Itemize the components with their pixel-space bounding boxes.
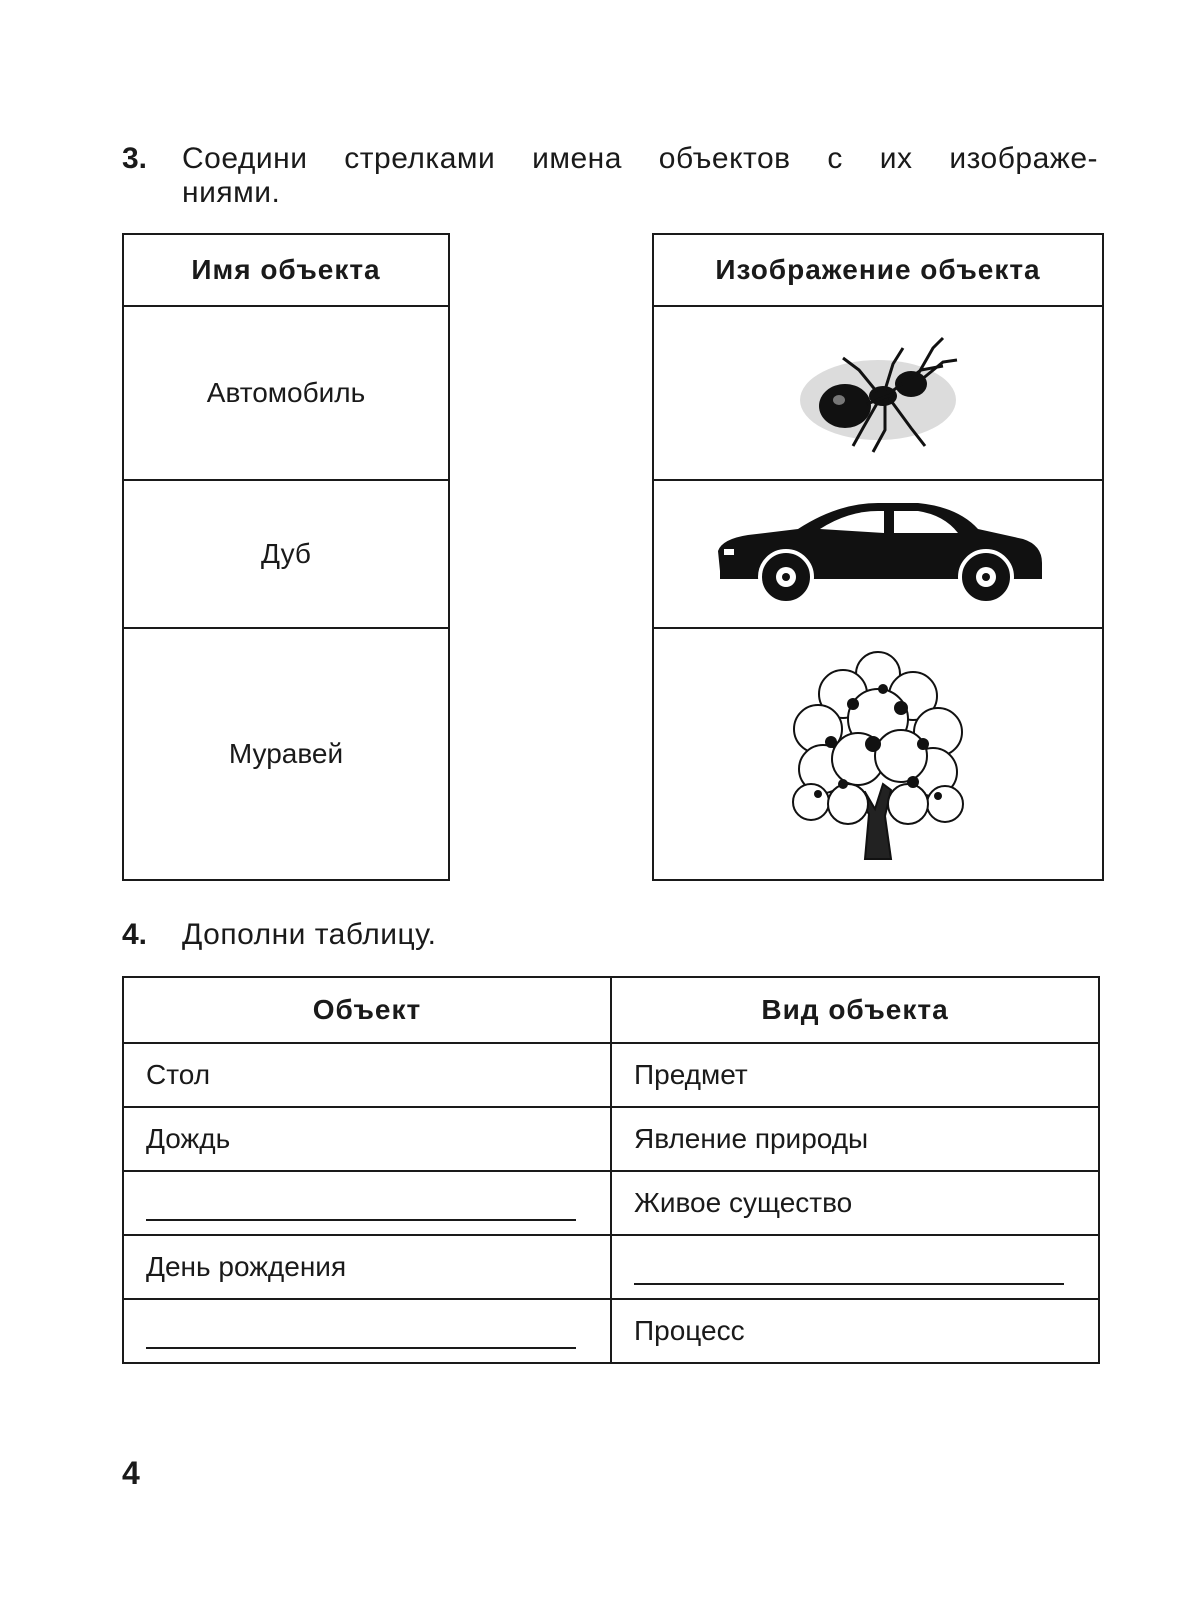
names-table — [122, 233, 450, 881]
answer-line[interactable] — [634, 1263, 1064, 1285]
page-number: 4 — [122, 1455, 140, 1491]
car-icon — [708, 499, 1048, 609]
image-cell-car[interactable] — [654, 481, 1102, 629]
tree-icon — [783, 644, 973, 864]
answer-blank-object-type[interactable] — [611, 1235, 1099, 1299]
table-row — [123, 1107, 1099, 1171]
table-row — [123, 1171, 1099, 1235]
cell-object: Стол — [123, 1043, 611, 1107]
images-table — [652, 233, 1104, 881]
answer-line[interactable] — [146, 1199, 576, 1221]
ant-icon — [793, 328, 963, 458]
table-row — [123, 1043, 1099, 1107]
cell-object-type: Процесс — [611, 1299, 1099, 1363]
image-cell-ant[interactable] — [654, 307, 1102, 481]
table-row — [123, 1299, 1099, 1363]
header-object-type: Вид объекта — [611, 977, 1099, 1043]
images-header: Изображение объекта — [654, 235, 1102, 307]
cell-object: День рождения — [123, 1235, 611, 1299]
answer-line[interactable] — [146, 1327, 576, 1349]
cell-object: Дождь — [123, 1107, 611, 1171]
cell-object-type: Живое существо — [611, 1171, 1099, 1235]
cell-object-type: Предмет — [611, 1043, 1099, 1107]
task4-number: 4. — [122, 918, 148, 951]
name-cell-ant[interactable]: Муравей — [228, 738, 344, 769]
table-row — [123, 1235, 1099, 1299]
cell-object-type: Явление природы — [611, 1107, 1099, 1171]
table-header-row — [123, 977, 1099, 1043]
task3-instruction — [182, 142, 1098, 210]
task3-number: 3. — [122, 142, 148, 175]
classification-table — [122, 976, 1100, 1364]
header-object: Объект — [123, 977, 611, 1043]
name-cell-car[interactable]: Автомобиль — [124, 307, 448, 481]
answer-blank-object[interactable] — [123, 1299, 611, 1363]
image-cell-oak[interactable] — [654, 629, 1102, 879]
task4-instruction: Дополни таблицу. — [182, 918, 437, 951]
answer-blank-object[interactable] — [123, 1171, 611, 1235]
name-cell-oak[interactable]: Дуб — [124, 481, 448, 629]
task3-instruction-line1: Соедини стрелками имена объектов с их изображе- — [182, 142, 1098, 175]
task3-instruction-line2: ниями. — [182, 176, 281, 209]
names-header: Имя объекта — [124, 235, 448, 307]
